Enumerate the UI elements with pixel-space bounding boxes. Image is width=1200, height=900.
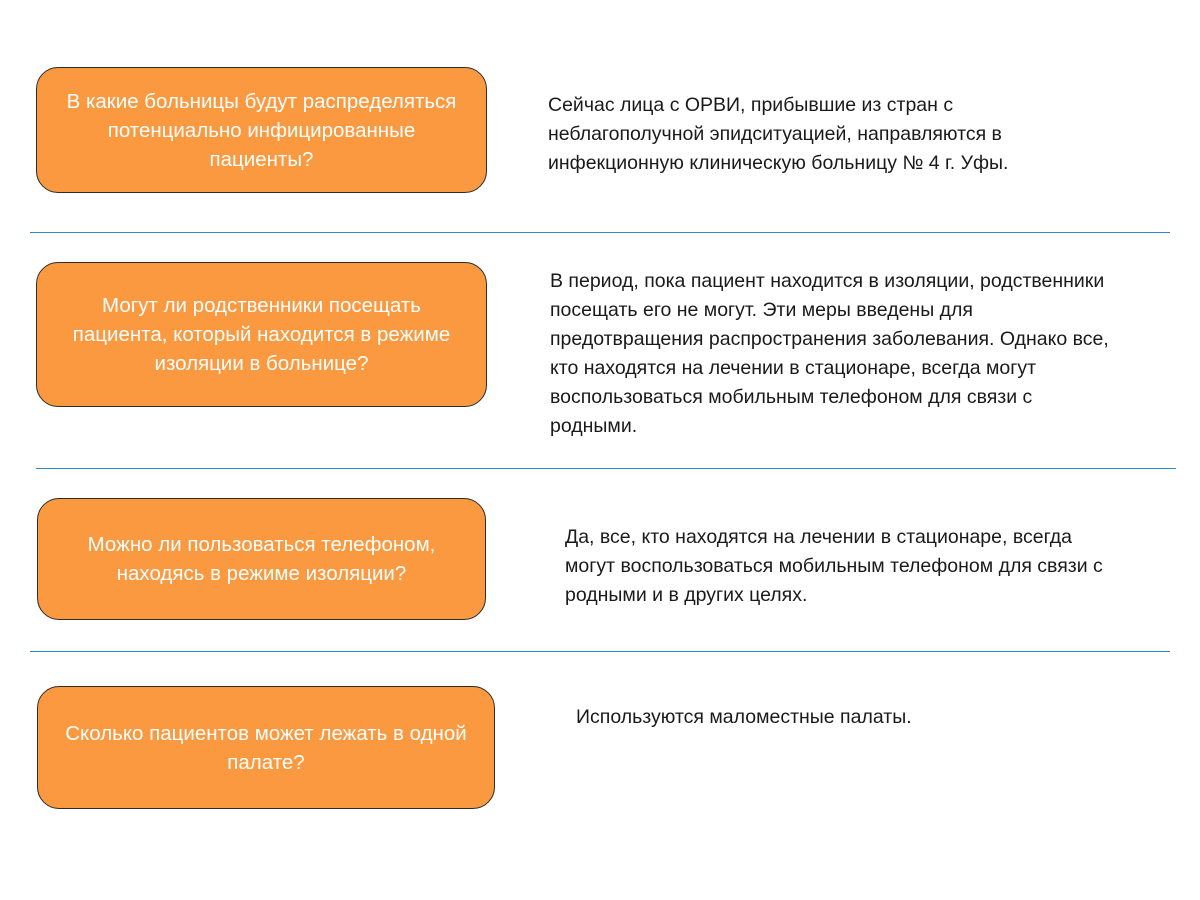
- faq-question-2: Могут ли родственники посещать пациента, который находится в режиме изоляции в больнице?: [72, 294, 451, 375]
- faq-question-box-4: [37, 686, 495, 809]
- faq-question-4: Сколько пациентов может лежать в одной палате?: [65, 721, 467, 774]
- faq-question-3: Можно ли пользоваться телефоном, находясь в режиме изоляции?: [87, 533, 436, 585]
- faq-answer-2: В период, пока пациент находится в изоляции, родственники посещать его не могут. Эти меры введены для предотвращения распространения заболевания. Однако все, кто находятся на лечении в стационаре, всегда могут воспользоваться мобильным телефоном для связи с родными.: [550, 270, 1109, 437]
- faq-answer-1: Сейчас лица с ОРВИ, прибывшие из стран с неблагополучной эпидситуацией, направляются в инфекционную клиническую больницу № 4 г. Уфы.: [548, 94, 1009, 174]
- faq-divider-3: [30, 651, 1170, 652]
- faq-divider-1: [30, 232, 1170, 233]
- faq-divider-2: [36, 468, 1176, 469]
- faq-question-box-3: [37, 498, 486, 620]
- faq-question-box-2: [36, 262, 487, 407]
- faq-question-1: В какие больницы будут распределяться потенциально инфицированные пациенты?: [66, 89, 457, 171]
- faq-answer-4: Используются маломестные палаты.: [576, 706, 912, 728]
- faq-answer-3: Да, все, кто находятся на лечении в стационаре, всегда могут воспользоваться мобильным телефоном для связи с родными и в других целях.: [565, 526, 1103, 606]
- faq-question-box-1: [36, 67, 487, 193]
